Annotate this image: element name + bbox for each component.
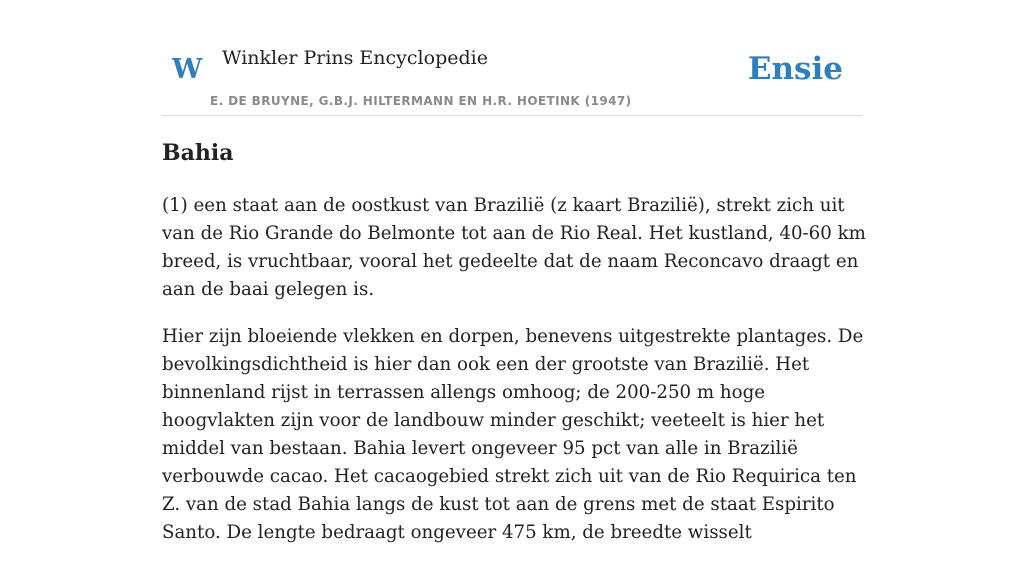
entry-content (162, 192, 868, 566)
book-authors: E. DE BRUYNE, G.B.J. HILTERMANN EN H.R. HOETINK (1947) (210, 94, 632, 108)
winkler-prins-logo[interactable]: W (172, 54, 203, 85)
ensie-logo[interactable]: Ensie (747, 51, 843, 87)
book-title[interactable]: Winkler Prins Encyclopedie (222, 47, 488, 69)
entry-paragraph: (1) een staat aan de oostkust van Brazilië (z kaart Brazilië), strekt zich uit van de Rio Grande do Belmonte tot aan de Rio Real. Het kustland, 40-60 km breed, is vruchtbaar, vooral het gedeelte dat de naam Reconcavo draagt en aan de baai gelegen is. (162, 195, 866, 300)
entry-title: Bahia (162, 140, 234, 166)
site-header (162, 38, 862, 116)
entry-paragraph: Hier zijn bloeiende vlekken en dorpen, benevens uitgestrekte plantages. De bevolkingsdichtheid is hier dan ook een der grootste van Brazilië. Het binnenland rijst in terrassen allengs omhoog; de 200-250 m hoge hoogvlakten zijn voor de landbouw minder geschikt; veeteelt is hier het middel van bestaan. Bahia levert ongeveer 95 pct van alle in Brazilië verbouwde cacao. Het cacaogebied strekt zich uit van de Rio Requirica ten Z. van de stad Bahia langs de kust tot aan de grens met de staat Espirito Santo. De lengte bedraagt ongeveer 475 km, de breedte wisselt (162, 326, 864, 543)
